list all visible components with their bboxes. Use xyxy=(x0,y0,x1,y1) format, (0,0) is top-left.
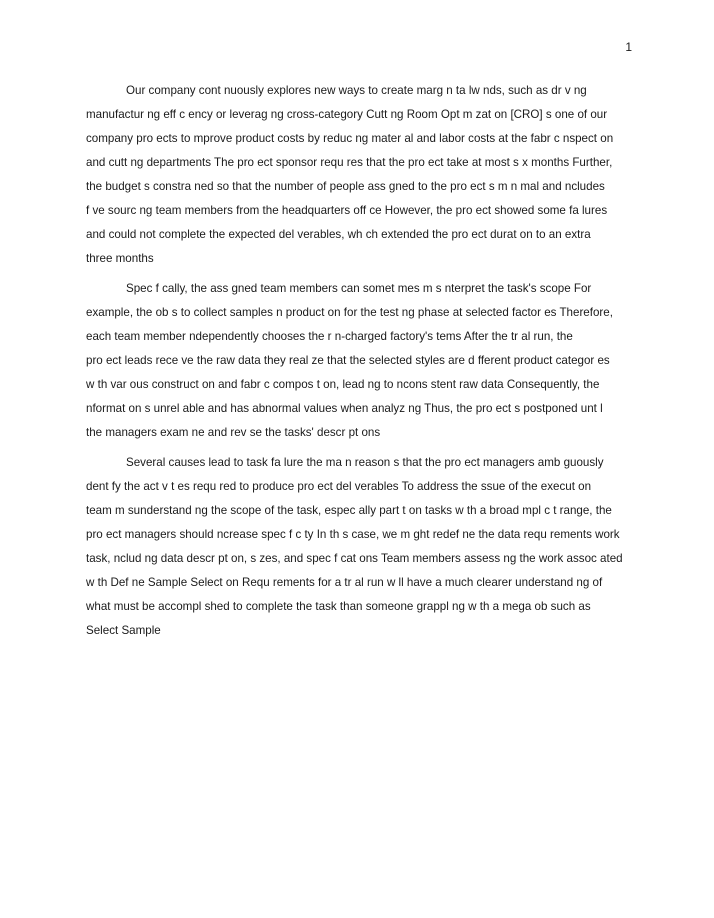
text-line: each team member ndependently chooses the r n-charged factory's tems After the tr al run, the xyxy=(86,330,573,343)
text-line: company pro ects to mprove product costs by reduc ng mater al and labor costs at the fabr c nspect on xyxy=(86,132,614,145)
text-line: the budget s constra ned so that the number of people ass gned to the pro ect s m n mal and ncludes xyxy=(86,180,605,193)
text-line: example, the ob s to collect samples n product on for the test ng phase at selected factor es Therefore, xyxy=(86,306,613,319)
text-line: Several causes lead to task fa lure the ma n reason s that the pro ect managers amb guously xyxy=(126,456,604,469)
text-line: team m sunderstand ng the scope of the task, espec ally part t on tasks w th a broad mpl c t range, the xyxy=(86,504,612,517)
text-line: pro ect leads rece ve the raw data they real ze that the selected styles are d fferent product categor es xyxy=(86,354,610,367)
text-line: and could not complete the expected del verables, wh ch extended the pro ect durat on to an extra xyxy=(86,228,591,241)
text-line: dent fy the act v t es requ red to produce pro ect del verables To address the ssue of the execut on xyxy=(86,480,592,493)
text-line: Our company cont nuously explores new ways to create marg n ta lw nds, such as dr v ng xyxy=(126,84,587,97)
text-line: w th var ous construct on and fabr c compos t on, lead ng to ncons stent raw data Consequently, the xyxy=(86,378,600,391)
paragraph-3 xyxy=(86,451,638,643)
text-line: Select Sample xyxy=(86,624,161,637)
text-line: Spec f cally, the ass gned team members can somet mes m s nterpret the task's scope For xyxy=(126,282,592,295)
text-line: three months xyxy=(86,252,154,265)
text-line: w th Def ne Sample Select on Requ rements for a tr al run w ll have a much clearer understand ng of xyxy=(86,576,603,589)
text-line: what must be accompl shed to complete the task than someone grappl ng w th a mega ob such as xyxy=(86,600,591,613)
text-line: manufactur ng eff c ency or leverag ng cross-category Cutt ng Room Opt m zat on [CRO] s one of our xyxy=(86,108,608,121)
text-line: task, nclud ng data descr pt on, s zes, and spec f cat ons Team members assess ng the work assoc ated xyxy=(86,552,623,565)
text-line: f ve sourc ng team members from the headquarters off ce However, the pro ect showed some fa lures xyxy=(86,204,608,217)
text-line: pro ect managers should ncrease spec f c ty In th s case, we m ght redef ne the data requ rements work xyxy=(86,528,620,541)
text-line: nformat on s unrel able and has abnormal values when analyz ng Thus, the pro ect s postponed unt l xyxy=(86,402,603,415)
text-line: and cutt ng departments The pro ect sponsor requ res that the pro ect take at most s x months Further, xyxy=(86,156,613,169)
paragraph-1 xyxy=(86,79,638,271)
paragraph-2 xyxy=(86,277,638,445)
body-text xyxy=(86,79,638,649)
page-number: 1 xyxy=(625,40,632,54)
text-line: the managers exam ne and rev se the tasks' descr pt ons xyxy=(86,426,381,439)
